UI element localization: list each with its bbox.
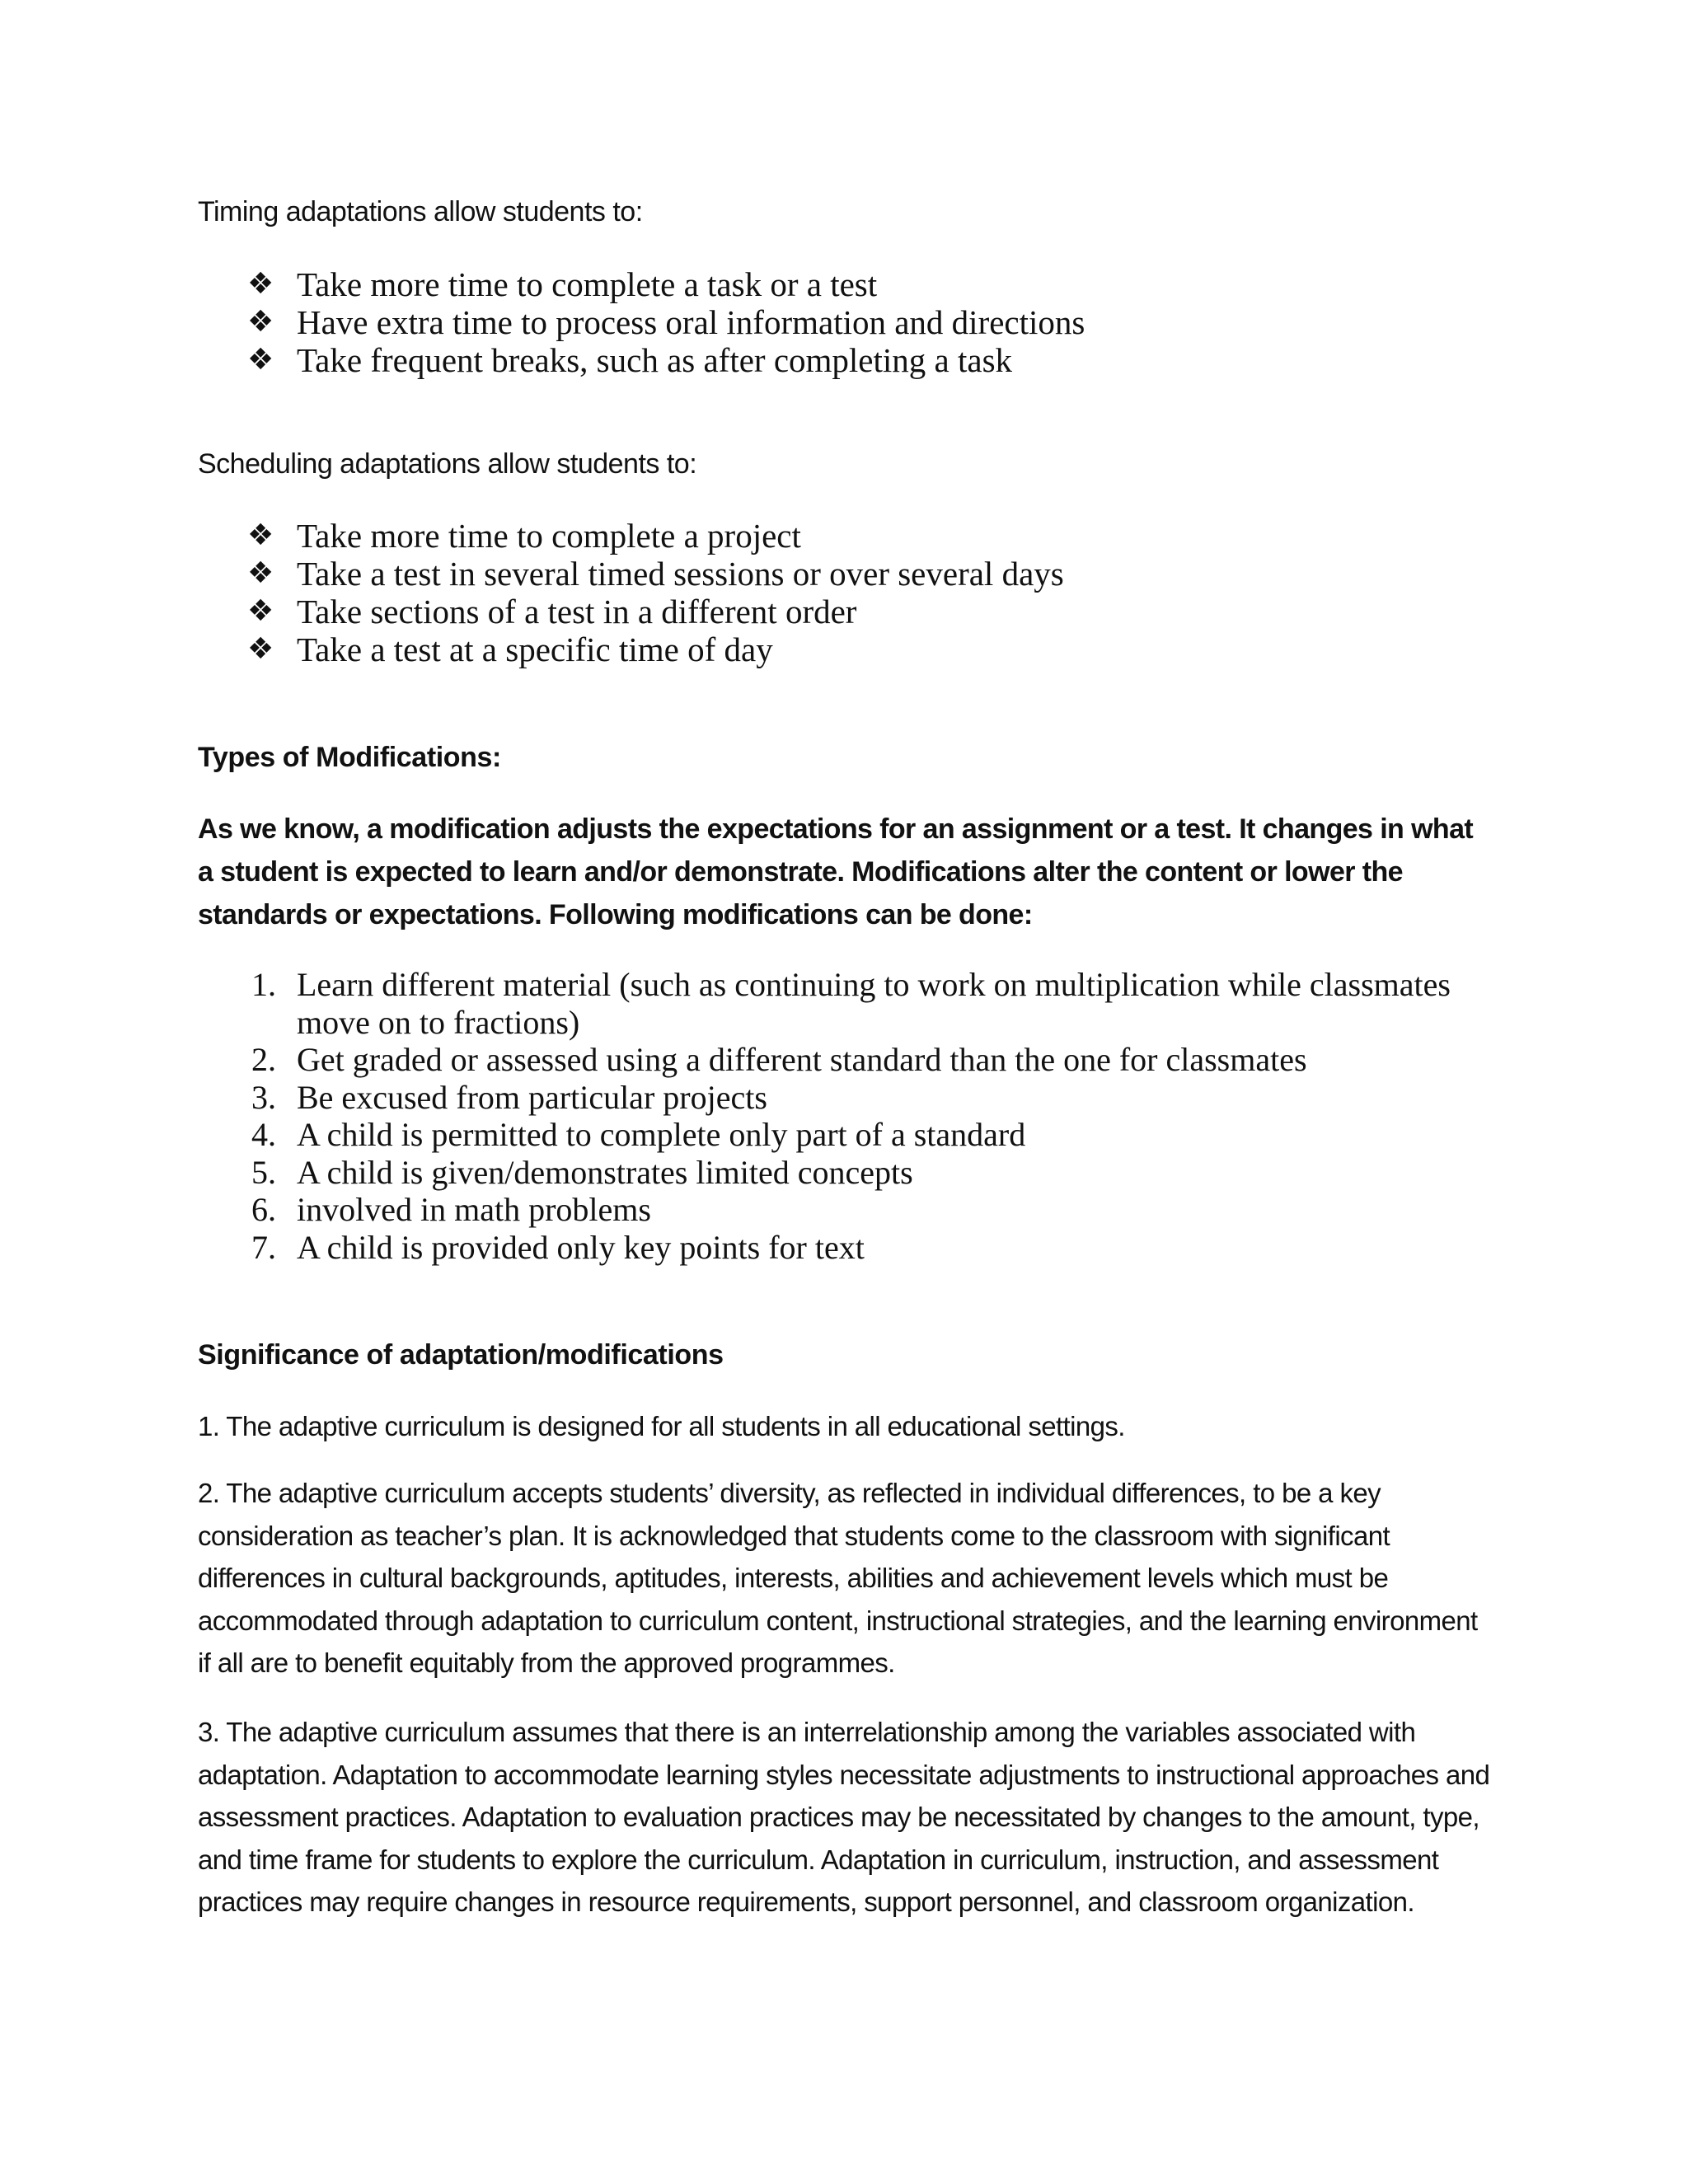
diamond-bullet-icon: ❖ xyxy=(247,632,274,666)
diamond-bullet-icon: ❖ xyxy=(247,267,274,301)
scheduling-list xyxy=(247,517,1064,668)
timing-list xyxy=(247,265,1085,379)
list-item: 3. Be excused from particular projects xyxy=(251,1078,767,1116)
list-item: ❖ Take sections of a test in a different order xyxy=(247,593,857,630)
diamond-bullet-icon: ❖ xyxy=(247,518,274,552)
list-item: ❖ Take more time to complete a task or a test xyxy=(247,265,878,303)
significance-heading: Significance of adaptation/modifications xyxy=(198,1339,724,1371)
modifications-intro: As we know, a modification adjusts the expectations for an assignment or a test. It changes in what a student is expected to learn and/or demonstrate. Modifications alter the content or lower the standards or expectations. Following modifications can be done: xyxy=(198,813,1474,930)
list-item: 7. A child is provided only key points for text xyxy=(251,1228,865,1266)
list-item: 6. involved in math problems xyxy=(251,1191,651,1228)
significance-paragraph-1: 1. The adaptive curriculum is designed for all students in all educational settings. xyxy=(198,1411,1125,1441)
diamond-bullet-icon: ❖ xyxy=(247,594,274,628)
diamond-bullet-icon: ❖ xyxy=(247,305,274,339)
list-item: 4. A child is permitted to complete only part of a standard xyxy=(251,1116,1026,1153)
list-item: 5. A child is given/demonstrates limited concepts xyxy=(251,1153,913,1191)
list-item: ❖ Take a test in several timed sessions or over several days xyxy=(247,555,1064,593)
list-item: ❖ Take frequent breaks, such as after completing a task xyxy=(247,341,1013,379)
list-item: 1. Learn different material (such as continuing to work on multiplication while classmates move on to fractions) xyxy=(251,966,1451,1041)
list-item: ❖ Take more time to complete a project xyxy=(247,517,801,555)
list-item: ❖ Take a test at a specific time of day xyxy=(247,630,773,668)
modifications-list xyxy=(239,966,1459,1266)
diamond-bullet-icon: ❖ xyxy=(247,556,274,590)
list-item: ❖ Have extra time to process oral information and directions xyxy=(247,303,1085,341)
modifications-heading: Types of Modifications: xyxy=(198,742,501,773)
significance-paragraph-2: 2. The adaptive curriculum accepts students’ diversity, as reflected in individual differences, to be a key consideration as teacher’s plan. It is acknowledged that students come to the classroom with significant differences in cultural backgrounds, aptitudes, interests, abilities and achievement levels which must be accommodated through adaptation to curriculum content, instructional strategies, and the learning environment if all are to benefit equitably from the approved programmes. xyxy=(198,1478,1478,1678)
scheduling-intro: Scheduling adaptations allow students to: xyxy=(198,448,697,480)
timing-intro: Timing adaptations allow students to: xyxy=(198,196,643,227)
diamond-bullet-icon: ❖ xyxy=(247,343,274,377)
list-item: 2. Get graded or assessed using a different standard than the one for classmates xyxy=(251,1041,1307,1078)
significance-paragraph-3: 3. The adaptive curriculum assumes that there is an interrelationship among the variables associated with adaptation. Adaptation to accommodate learning styles necessitate adjustments to instructional approaches and assessment practices. Adaptation to evaluation practices may be necessitated by changes to the amount, type, and time frame for students to explore the curriculum. Adaptation in curriculum, instruction, and assessment practices may require changes in resource requirements, support personnel, and classroom organization. xyxy=(198,1717,1490,1917)
